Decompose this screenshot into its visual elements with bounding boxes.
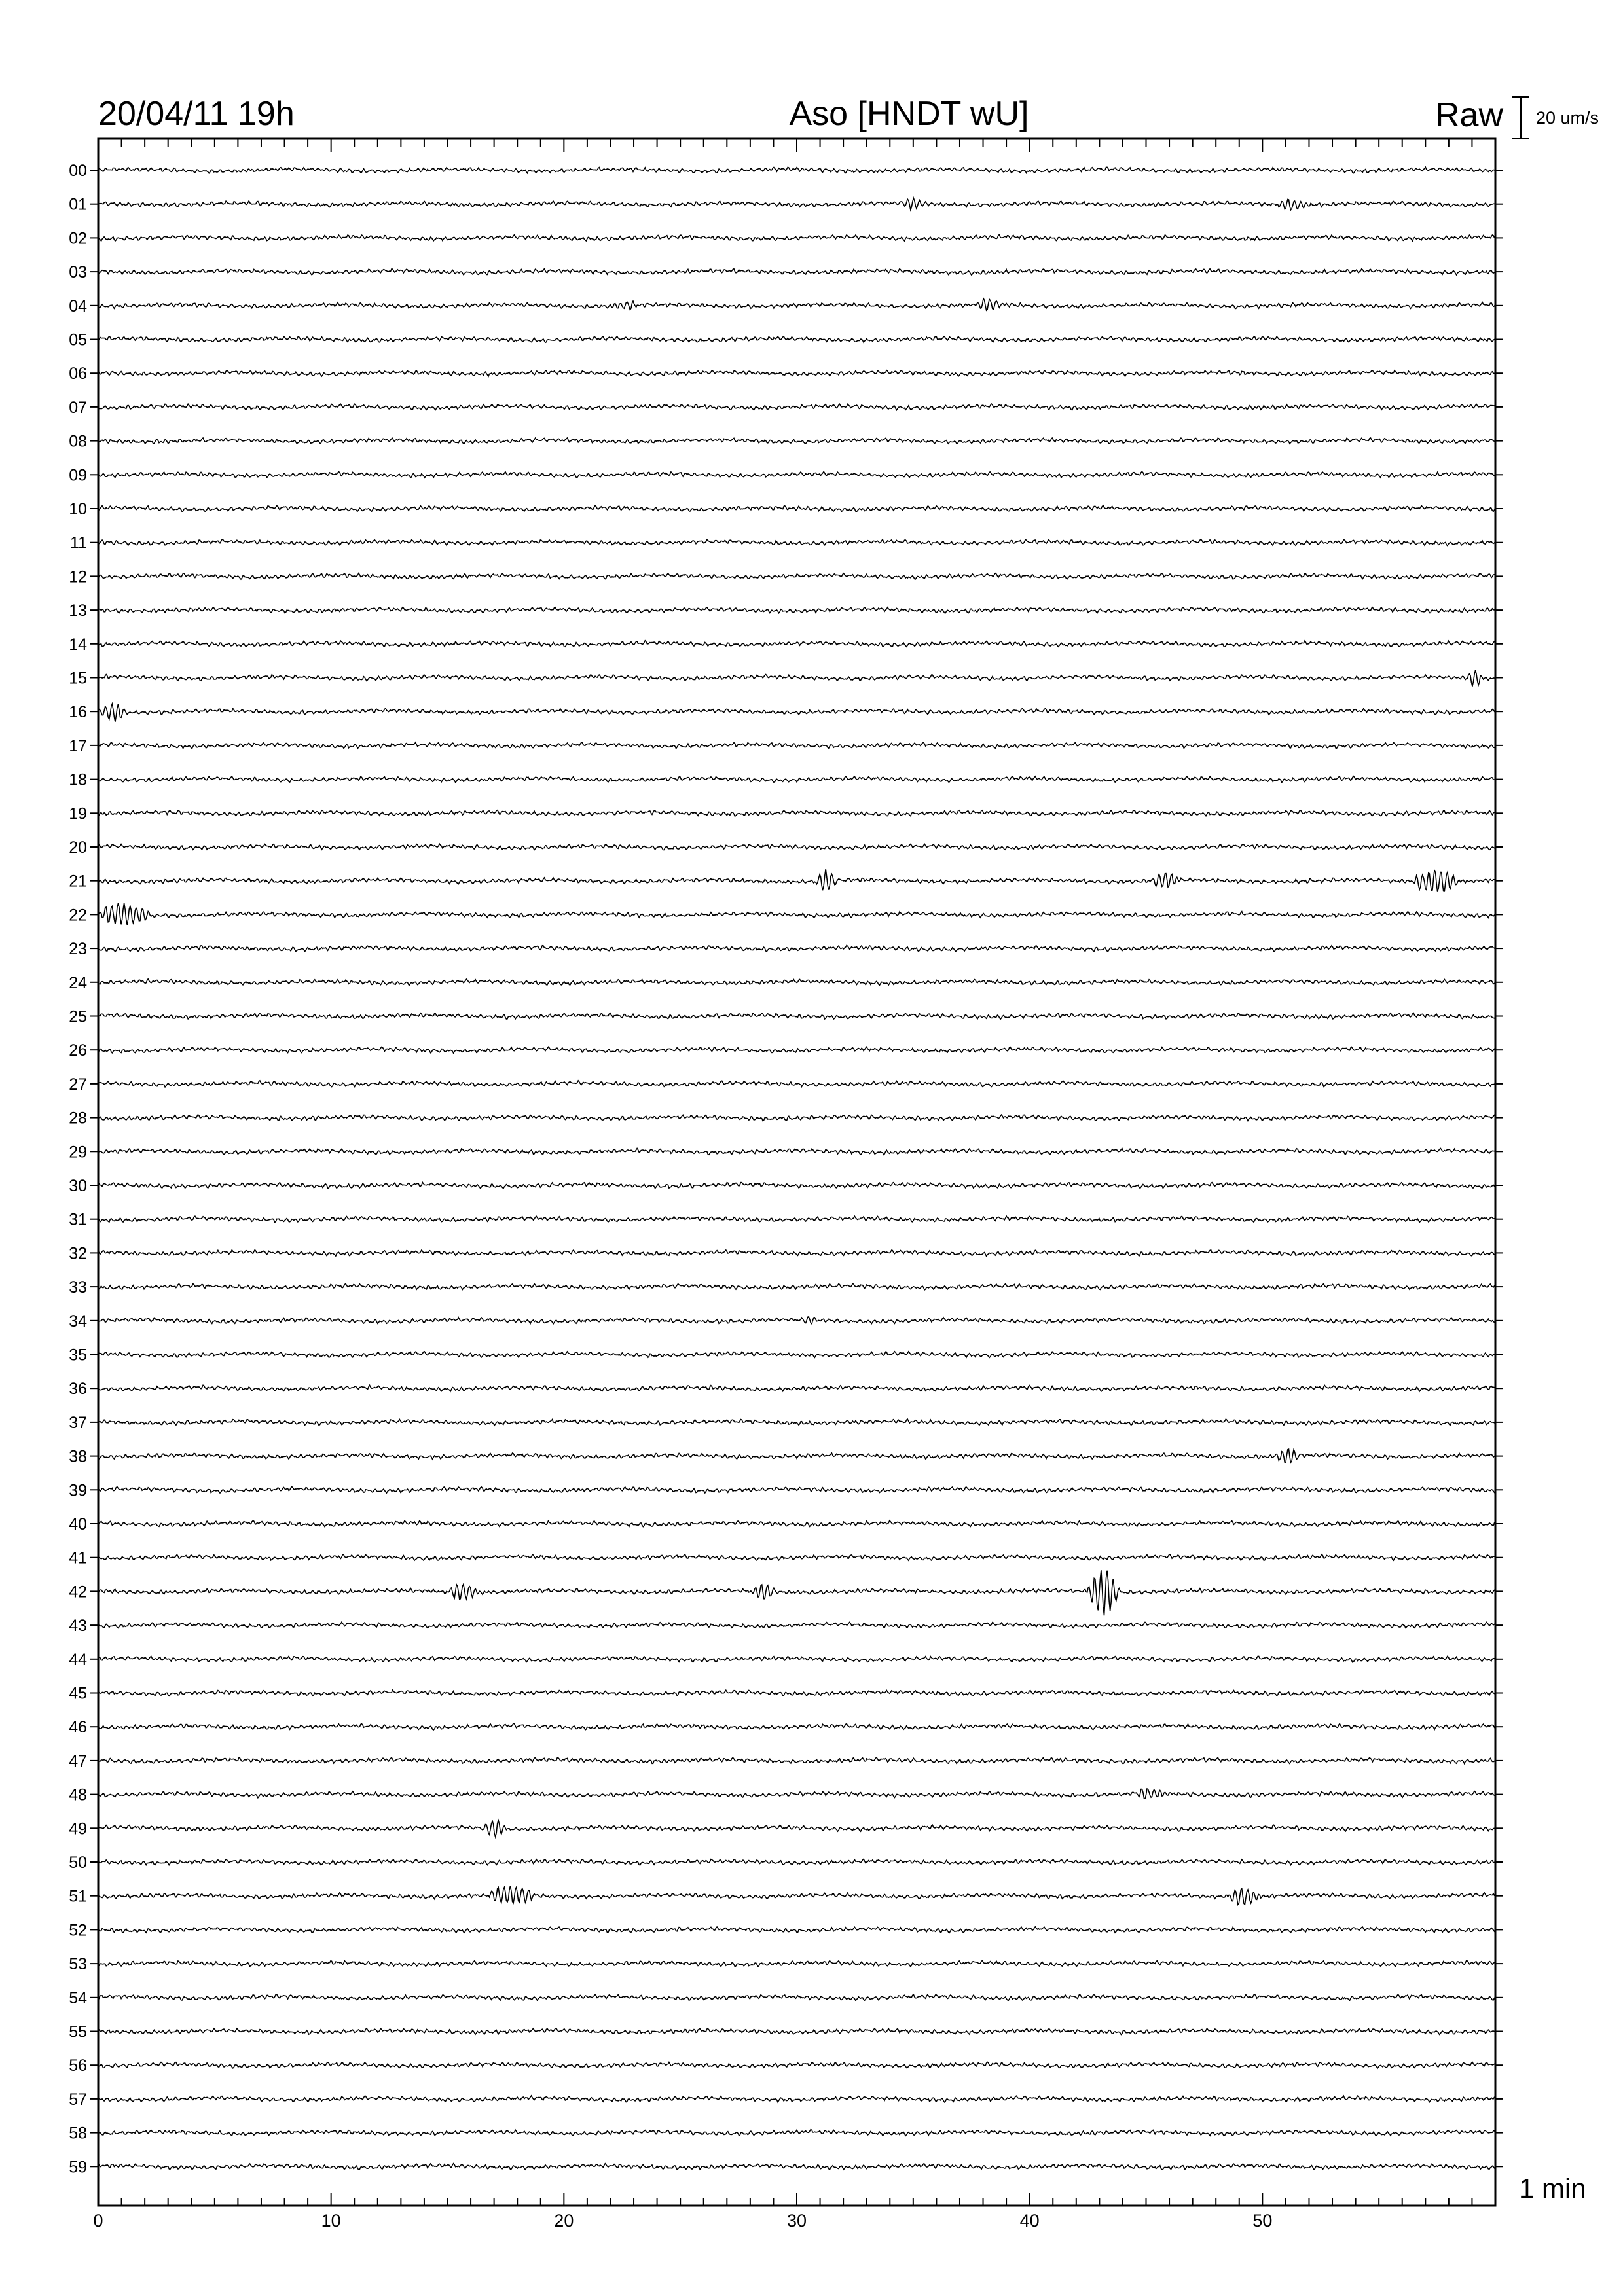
seismic-trace <box>98 869 1495 892</box>
row-label: 27 <box>69 1075 87 1094</box>
row-label: 55 <box>69 2022 87 2041</box>
row-label: 23 <box>69 940 87 959</box>
row-label: 37 <box>69 1413 87 1432</box>
row-label: 12 <box>69 567 87 586</box>
row-label: 13 <box>69 601 87 620</box>
seismic-trace <box>98 198 1495 210</box>
row-label: 26 <box>69 1041 87 1060</box>
row-label: 38 <box>69 1447 87 1466</box>
seismic-trace <box>98 1250 1495 1257</box>
row-label: 05 <box>69 331 87 350</box>
row-label: 52 <box>69 1921 87 1940</box>
row-label: 30 <box>69 1177 87 1195</box>
seismic-trace <box>98 505 1495 512</box>
seismic-trace <box>98 641 1495 647</box>
seismic-trace <box>98 1081 1495 1087</box>
row-label: 50 <box>69 1854 87 1872</box>
row-label: 56 <box>69 2056 87 2075</box>
row-label: 19 <box>69 804 87 823</box>
seismic-trace <box>98 1013 1495 1020</box>
row-label: 58 <box>69 2124 87 2143</box>
amplitude-scale-label: 20 um/s <box>1536 108 1599 128</box>
x-tick-label: 40 <box>1019 2211 1040 2231</box>
row-label: 03 <box>69 263 87 282</box>
seismic-trace <box>98 1994 1495 2001</box>
row-label: 21 <box>69 872 87 891</box>
seismic-trace <box>98 404 1495 410</box>
row-label: 57 <box>69 2090 87 2109</box>
row-label: 22 <box>69 906 87 925</box>
row-label: 54 <box>69 1988 87 2007</box>
row-label: 15 <box>69 669 87 688</box>
seismic-trace <box>98 1789 1495 1799</box>
seismic-trace <box>98 2164 1495 2170</box>
seismic-trace <box>98 1570 1495 1615</box>
seismic-trace <box>98 438 1495 444</box>
row-label: 08 <box>69 432 87 451</box>
row-label: 43 <box>69 1617 87 1636</box>
seismic-trace <box>98 539 1495 546</box>
seismic-trace <box>98 370 1495 376</box>
row-label: 36 <box>69 1380 87 1399</box>
seismic-trace <box>98 607 1495 613</box>
seismic-trace <box>98 1047 1495 1053</box>
seismic-trace <box>98 235 1495 242</box>
seismic-trace <box>98 704 1495 721</box>
seismic-trace <box>98 1419 1495 1426</box>
row-label: 16 <box>69 703 87 722</box>
row-label: 29 <box>69 1143 87 1162</box>
row-label: 11 <box>70 533 87 552</box>
row-label: 33 <box>69 1278 87 1297</box>
seismic-trace <box>98 1690 1495 1696</box>
seismic-trace <box>98 1486 1495 1493</box>
seismic-trace <box>98 1757 1495 1763</box>
seismic-trace <box>98 979 1495 986</box>
seismic-trace <box>98 2062 1495 2068</box>
seismic-trace <box>98 2096 1495 2102</box>
row-label: 24 <box>69 973 87 992</box>
seismic-trace <box>98 1385 1495 1391</box>
seismic-trace <box>98 903 1495 925</box>
x-unit-label: 1 min <box>1519 2173 1586 2204</box>
seismic-trace <box>98 1656 1495 1662</box>
row-label: 04 <box>69 296 87 315</box>
seismic-trace <box>98 1183 1495 1189</box>
seismic-trace <box>98 810 1495 817</box>
seismic-trace <box>98 269 1495 275</box>
row-label: 39 <box>69 1481 87 1500</box>
row-label: 47 <box>69 1751 87 1770</box>
seismic-trace <box>98 670 1495 687</box>
row-label: 45 <box>69 1684 87 1703</box>
row-label: 02 <box>69 229 87 248</box>
row-label: 10 <box>69 500 87 518</box>
seismic-trace <box>98 742 1495 749</box>
x-tick-label: 10 <box>321 2211 341 2231</box>
date-label: 20/04/11 19h <box>98 95 295 133</box>
seismic-trace <box>98 844 1495 850</box>
row-label: 51 <box>69 1887 87 1906</box>
row-label: 18 <box>69 770 87 789</box>
row-label: 09 <box>69 466 87 485</box>
row-label: 32 <box>69 1244 87 1263</box>
seismic-trace <box>98 1520 1495 1527</box>
seismic-trace <box>98 167 1495 173</box>
row-label: 59 <box>69 2158 87 2177</box>
row-label: 48 <box>69 1785 87 1804</box>
seismic-trace <box>98 1352 1495 1358</box>
row-label: 06 <box>69 365 87 384</box>
row-label: 31 <box>69 1210 87 1229</box>
row-label: 01 <box>69 195 87 214</box>
seismic-trace <box>98 1115 1495 1121</box>
seismic-trace <box>98 471 1495 478</box>
seismic-trace <box>98 573 1495 579</box>
mode-label: Raw <box>1434 96 1503 134</box>
row-label: 34 <box>69 1312 87 1331</box>
chart-title: Aso [HNDT wU] <box>789 95 1029 133</box>
seismic-trace <box>98 298 1495 310</box>
row-label: 20 <box>69 838 87 857</box>
row-label: 53 <box>69 1955 87 1974</box>
seismic-trace <box>98 1622 1495 1628</box>
row-label: 44 <box>69 1650 87 1669</box>
row-label: 41 <box>69 1549 87 1568</box>
row-label: 40 <box>69 1515 87 1534</box>
row-label: 07 <box>69 398 87 417</box>
x-tick-label: 0 <box>93 2211 103 2231</box>
seismic-trace <box>98 1148 1495 1155</box>
amplitude-scale-bar <box>1512 97 1529 139</box>
seismic-trace <box>98 1317 1495 1324</box>
seismic-trace <box>98 1820 1495 1837</box>
seismic-trace <box>98 2130 1495 2136</box>
x-tick-label: 30 <box>786 2211 807 2231</box>
seismic-trace <box>98 1449 1495 1463</box>
seismic-trace <box>98 1859 1495 1865</box>
seismic-trace <box>98 776 1495 783</box>
row-label: 42 <box>69 1583 87 1602</box>
row-label: 00 <box>69 162 87 180</box>
seismic-trace <box>98 1886 1495 1905</box>
seismic-trace <box>98 1216 1495 1223</box>
seismic-trace <box>98 1723 1495 1730</box>
seismic-trace <box>98 1554 1495 1560</box>
row-label: 49 <box>69 1820 87 1839</box>
row-label: 14 <box>69 635 87 654</box>
row-label: 46 <box>69 1718 87 1737</box>
x-tick-label: 20 <box>554 2211 574 2231</box>
seismic-trace <box>98 1961 1495 1967</box>
row-label: 25 <box>69 1007 87 1026</box>
seismic-trace <box>98 1927 1495 1933</box>
seismic-trace <box>98 2028 1495 2035</box>
seismic-trace <box>98 945 1495 951</box>
seismic-trace <box>98 1283 1495 1290</box>
x-tick-label: 50 <box>1252 2211 1273 2231</box>
seismic-trace <box>98 336 1495 342</box>
row-label: 17 <box>69 736 87 755</box>
row-label: 35 <box>69 1346 87 1365</box>
row-label: 28 <box>69 1109 87 1128</box>
